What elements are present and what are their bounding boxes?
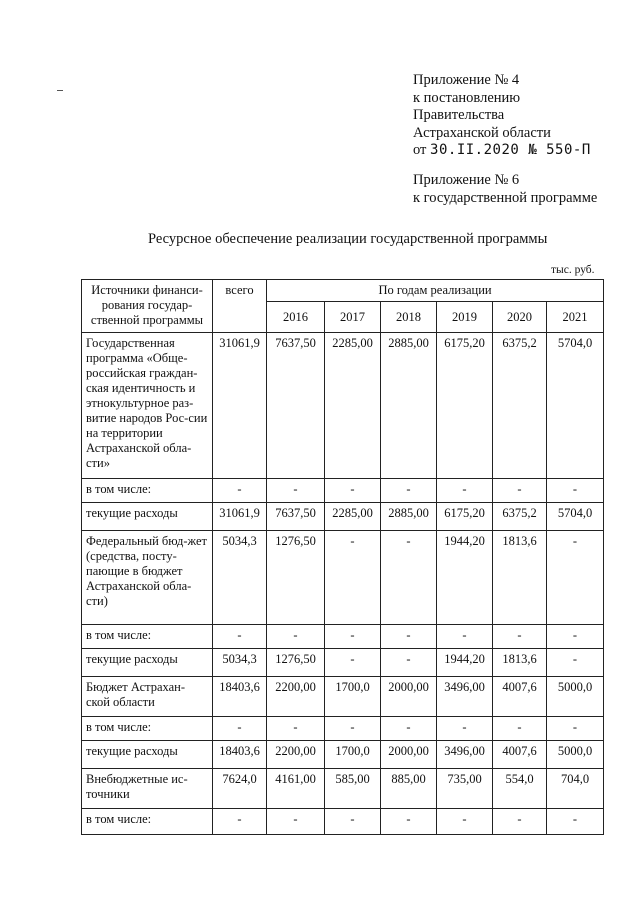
row-source: Государственная программа «Обще-российская граждан-ская идентичность и этнокультурное раз-витие народов Рос-сии на территории Астраханской обла-сти» xyxy=(82,333,213,479)
row-year-value: - xyxy=(381,479,437,503)
row-total: 31061,9 xyxy=(213,333,267,479)
row-year-value: 4007,6 xyxy=(493,677,547,717)
row-year-value: - xyxy=(493,717,547,741)
row-source: текущие расходы xyxy=(82,741,213,769)
row-year-value: - xyxy=(437,717,493,741)
row-year-value: 7637,50 xyxy=(267,333,325,479)
header-line: Астраханской области xyxy=(413,124,551,141)
col-header-source: Источники финанси-рования государ-ственной программы xyxy=(82,280,213,333)
unit-label: тыс. руб. xyxy=(551,264,595,276)
table-row xyxy=(82,503,604,531)
table-row xyxy=(82,809,604,835)
row-year-value: - xyxy=(547,717,604,741)
row-total: 18403,6 xyxy=(213,741,267,769)
row-source: в том числе: xyxy=(82,479,213,503)
row-year-value: - xyxy=(547,531,604,625)
col-header-years: По годам реализации xyxy=(267,280,604,302)
row-year-value: 704,0 xyxy=(547,769,604,809)
row-source: Внебюджетные ис-точники xyxy=(82,769,213,809)
table-row xyxy=(82,479,604,503)
scan-mark xyxy=(57,90,63,91)
table-row xyxy=(82,649,604,677)
annex-line: к государственной программе xyxy=(413,189,598,206)
table-row xyxy=(82,625,604,649)
header-line: Правительства xyxy=(413,107,505,123)
row-year-value: 5704,0 xyxy=(547,333,604,479)
row-year-value: 6175,20 xyxy=(437,333,493,479)
row-year-value: - xyxy=(267,479,325,503)
col-header-year: 2021 xyxy=(547,302,604,333)
table-row xyxy=(82,677,604,717)
col-header-year: 2020 xyxy=(493,302,547,333)
row-year-value: - xyxy=(325,625,381,649)
row-year-value: 2285,00 xyxy=(325,333,381,479)
row-year-value: - xyxy=(437,809,493,835)
row-year-value: 5000,0 xyxy=(547,677,604,717)
row-year-value: - xyxy=(547,649,604,677)
row-year-value: - xyxy=(381,531,437,625)
row-year-value: - xyxy=(381,625,437,649)
row-year-value: - xyxy=(381,717,437,741)
document-title: Ресурсное обеспечение реализации государственной программы xyxy=(148,231,548,247)
row-source: в том числе: xyxy=(82,625,213,649)
row-year-value: 1276,50 xyxy=(267,649,325,677)
row-total: 5034,3 xyxy=(213,531,267,625)
row-year-value: - xyxy=(325,809,381,835)
row-year-value: - xyxy=(493,625,547,649)
row-year-value: 6175,20 xyxy=(437,503,493,531)
table-row xyxy=(82,531,604,625)
table-row xyxy=(82,333,604,479)
row-year-value: 5000,0 xyxy=(547,741,604,769)
row-year-value: - xyxy=(437,479,493,503)
row-year-value: 6375,2 xyxy=(493,503,547,531)
row-year-value: 2885,00 xyxy=(381,503,437,531)
row-source: текущие расходы xyxy=(82,649,213,677)
row-source: Бюджет Астрахан-ской области xyxy=(82,677,213,717)
row-year-value: 1813,6 xyxy=(493,649,547,677)
table-row xyxy=(82,717,604,741)
row-total: 7624,0 xyxy=(213,769,267,809)
row-year-value: 5704,0 xyxy=(547,503,604,531)
col-header-year: 2017 xyxy=(325,302,381,333)
row-source: Федеральный бюд-жет (средства, посту-пающие в бюджет Астраханской обла-сти) xyxy=(82,531,213,625)
row-year-value: 2200,00 xyxy=(267,677,325,717)
table-body xyxy=(82,333,604,835)
row-year-value: 1700,0 xyxy=(325,677,381,717)
row-year-value: 2000,00 xyxy=(381,741,437,769)
approval-header xyxy=(413,72,591,160)
row-year-value: 1813,6 xyxy=(493,531,547,625)
row-total: 31061,9 xyxy=(213,503,267,531)
annex-line: Приложение № 6 xyxy=(413,172,520,188)
row-year-value: 2000,00 xyxy=(381,677,437,717)
row-year-value: - xyxy=(267,717,325,741)
row-year-value: - xyxy=(547,809,604,835)
table-row xyxy=(82,741,604,769)
row-year-value: - xyxy=(325,717,381,741)
row-year-value: 6375,2 xyxy=(493,333,547,479)
row-source: текущие расходы xyxy=(82,503,213,531)
row-year-value: - xyxy=(547,479,604,503)
row-year-value: 1276,50 xyxy=(267,531,325,625)
row-year-value: 1700,0 xyxy=(325,741,381,769)
row-total: 5034,3 xyxy=(213,649,267,677)
row-year-value: 4007,6 xyxy=(493,741,547,769)
col-header-total: всего xyxy=(213,280,267,333)
table-header-row xyxy=(82,280,604,302)
row-year-value: - xyxy=(267,809,325,835)
row-year-value: - xyxy=(325,531,381,625)
row-year-value: - xyxy=(325,479,381,503)
col-header-year: 2019 xyxy=(437,302,493,333)
row-year-value: 735,00 xyxy=(437,769,493,809)
row-year-value: 554,0 xyxy=(493,769,547,809)
row-year-value: 885,00 xyxy=(381,769,437,809)
row-year-value: 1944,20 xyxy=(437,649,493,677)
row-year-value: 3496,00 xyxy=(437,741,493,769)
row-year-value: 2285,00 xyxy=(325,503,381,531)
row-year-value: - xyxy=(267,625,325,649)
row-year-value: 585,00 xyxy=(325,769,381,809)
date-prefix: от xyxy=(413,142,427,158)
row-year-value: 4161,00 xyxy=(267,769,325,809)
row-year-value: 3496,00 xyxy=(437,677,493,717)
row-total: - xyxy=(213,809,267,835)
row-total: - xyxy=(213,625,267,649)
row-year-value: - xyxy=(437,625,493,649)
header-date-line xyxy=(413,142,591,160)
header-line: Приложение № 4 xyxy=(413,72,520,88)
header-line: к постановлению xyxy=(413,89,521,106)
resource-table xyxy=(81,279,604,835)
row-year-value: - xyxy=(381,809,437,835)
row-year-value: - xyxy=(381,649,437,677)
table-row xyxy=(82,769,604,809)
row-year-value: 2200,00 xyxy=(267,741,325,769)
row-year-value: 7637,50 xyxy=(267,503,325,531)
row-total: - xyxy=(213,717,267,741)
row-year-value: - xyxy=(493,479,547,503)
row-source: в том числе: xyxy=(82,809,213,835)
row-year-value: 2885,00 xyxy=(381,333,437,479)
row-year-value: - xyxy=(547,625,604,649)
row-total: - xyxy=(213,479,267,503)
row-total: 18403,6 xyxy=(213,677,267,717)
row-year-value: 1944,20 xyxy=(437,531,493,625)
row-year-value: - xyxy=(325,649,381,677)
row-source: в том числе: xyxy=(82,717,213,741)
date-stamp: 30.II.2020 № 550-П xyxy=(430,142,591,158)
row-year-value: - xyxy=(493,809,547,835)
col-header-year: 2018 xyxy=(381,302,437,333)
col-header-year: 2016 xyxy=(267,302,325,333)
annex-header xyxy=(413,172,597,207)
